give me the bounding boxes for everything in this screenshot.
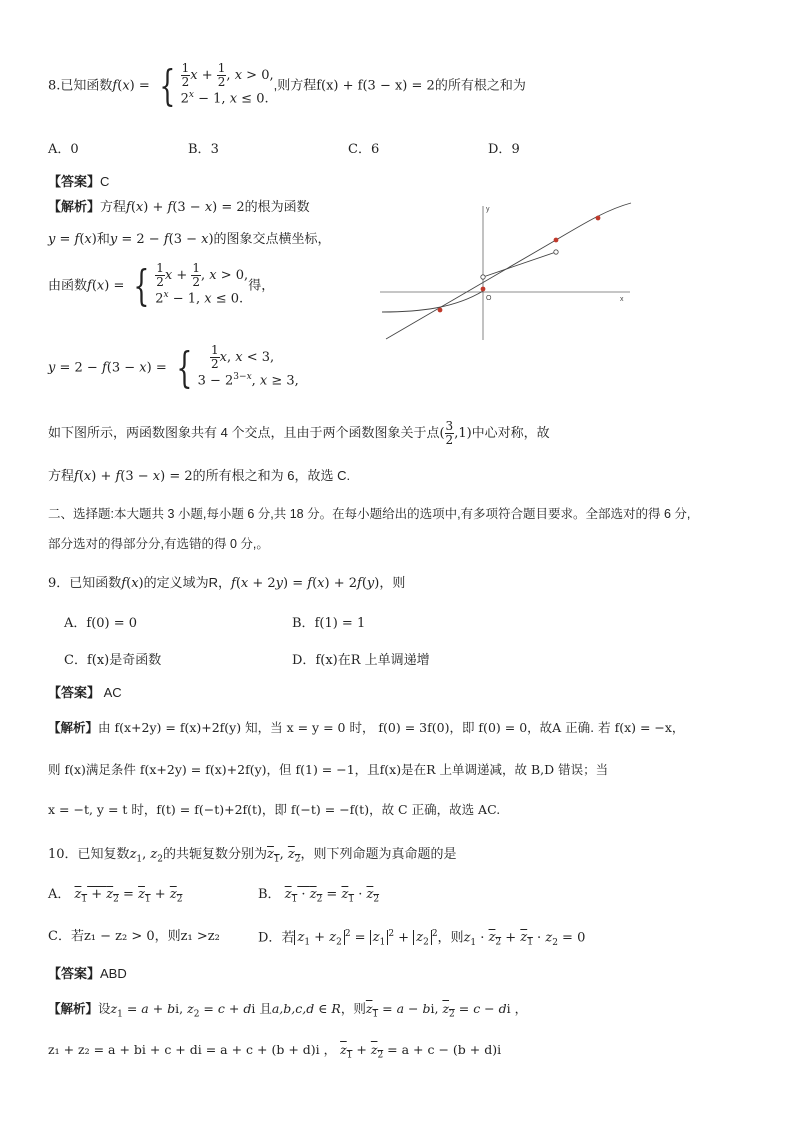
graph-intersection-4 [596, 216, 601, 221]
q9-option-a[interactable]: A．f(0) = 0 [64, 616, 138, 631]
q9-option-b[interactable]: B．f(1) = 1 [292, 616, 366, 631]
q8-equation: f(x) + f(3 − x) = 2 [316, 78, 435, 94]
q8-analysis-3: 由函数f(x) = { $\frac{1}{2}$ x + $\frac{1}{2}$ , x > 0, $2^x - 1$, x ≤ 0. 得， [48, 260, 275, 310]
graph-intersection-3 [554, 238, 559, 243]
graph-open-point-2 [554, 250, 558, 254]
section2-line2: 部分选对的得部分分,有选错的得 0 分,。 [48, 537, 269, 551]
q10-stem: 10．已知复数$z_1$, $z_2$的共轭复数分别为$z_1$, $z_2$，则下列命题为真命题的是 [48, 846, 457, 865]
q10-analysis-2: z₁ + z₂ = a + bi + c + di = a + c + (b + d)i ， $z_1 + z_2 = a + c - (b + d)i$ [48, 1042, 502, 1061]
q10-option-b[interactable]: B． $z_1 \cdot z_2 = z_1 \cdot z_2$ [258, 887, 380, 905]
graph-open-point-1 [481, 275, 485, 279]
q8-stem-suffix: ,则方程 [273, 77, 317, 93]
q8-analysis-2: y = f(x)和y = 2 − f(3 − x)的图象交点横坐标， [48, 231, 331, 247]
graph-line-f-right [483, 252, 556, 277]
q8-analysis-5: 如下图所示，两函数图象共有 4 个交点，且由于两个函数图象关于点( $\frac{3}{2}$ ,1)中心对称，故 [48, 419, 550, 448]
q8-analysis-4: y = 2 − f(3 − x) = { $\frac{1}{2}$ x, x < 3, $3 - 2^{3-x}$, x ≥ 3, [48, 342, 299, 392]
q10-option-d[interactable]: D．若 $z_1 + z_2^2 = z_1^2 + z_2^2$，则$z_1 \cdot z_2 + z_1 \cdot z_2 = 0$ [258, 929, 586, 948]
q9-option-c[interactable]: C．f(x)是奇函数 [64, 653, 162, 668]
q8-answer: 【答案】C [48, 174, 110, 189]
q9-analysis-2: 则 f(x)满足条件 f(x+2y) = f(x)+2f(y)，但 f(1) = −1，且f(x)是在R 上单调递减，故 B,D 错误；当 [48, 762, 609, 777]
q9-answer: 【答案】 AC [48, 685, 122, 700]
graph-intersection-2 [481, 287, 486, 292]
q9-analysis-3: x = −t, y = t 时，f(t) = f(−t)+2f(t)，即 f(−t) = −f(t)，故 C 正确，故选 AC. [48, 802, 501, 817]
q8-stem-prefix: 已知函数 [60, 77, 113, 93]
q10-analysis-1: 【解析】设$z_1 = a$ + bi, $z_2 = c$ + di 且a,b,c,d ∈ R，则$z_1 = a$ − bi, $z_2 = c$ − di ， [48, 1001, 528, 1020]
q8-stem-end: 的所有根之和为 [434, 77, 526, 93]
q9-stem: 9．已知函数f(x)的定义域为R，f(x + 2y) = f(x) + 2f(y)，则 [48, 575, 406, 591]
graph-curve-f-left [382, 291, 483, 312]
q10-option-c[interactable]: C．若z₁ − z₂ > 0，则z₁ >z₂ [48, 929, 220, 944]
graph-curve-g-right [556, 203, 631, 240]
q8-stem: 8.已知函数f(x) = { $\frac{1}{2}$ x + $\frac{1}{2}$ , x > 0, $2^x - 1$, x ≤ 0. ,则方程f(x) + f(3 − x) = 2的所有根之和为 [48, 60, 526, 110]
q10-answer: 【答案】ABD [48, 966, 127, 981]
graph-line-g-left [386, 240, 556, 339]
q8-option-d[interactable]: D．9 [488, 142, 520, 157]
q8-analysis-1: 【解析】方程f(x) + f(3 − x) = 2的根为函数 [48, 199, 310, 215]
q9-analysis-1: 【解析】由 f(x+2y) = f(x)+2f(y) 知，当 x = y = 0 时， f(0) = 3f(0)，即 f(0) = 0，故A 正确. 若 f(x) = −x， [48, 720, 685, 735]
graph-y-label: y [486, 206, 490, 213]
q8-option-a[interactable]: A．0 [48, 142, 79, 157]
q8-graph [380, 200, 634, 342]
graph-origin-label: O [486, 295, 492, 302]
graph-x-label: x [620, 296, 624, 303]
q8-analysis-6: 方程f(x) + f(3 − x) = 2的所有根之和为 6，故选 C. [48, 468, 351, 484]
q8-option-b[interactable]: B．3 [188, 142, 219, 157]
section2-line1: 二、选择题:本大题共 3 小题,每小题 6 分,共 18 分。在每小题给出的选项中,有多项符合题目要求。全部选对的得 6 分, [48, 507, 691, 521]
q10-option-a[interactable]: A． $z_1 + z_2 = z_1 + z_2$ [48, 887, 183, 905]
q8-number: 8. [48, 78, 61, 94]
graph-intersection-1 [438, 308, 443, 313]
q8-option-c[interactable]: C．6 [348, 142, 380, 157]
q9-option-d[interactable]: D．f(x)在R 上单调递增 [292, 653, 430, 668]
